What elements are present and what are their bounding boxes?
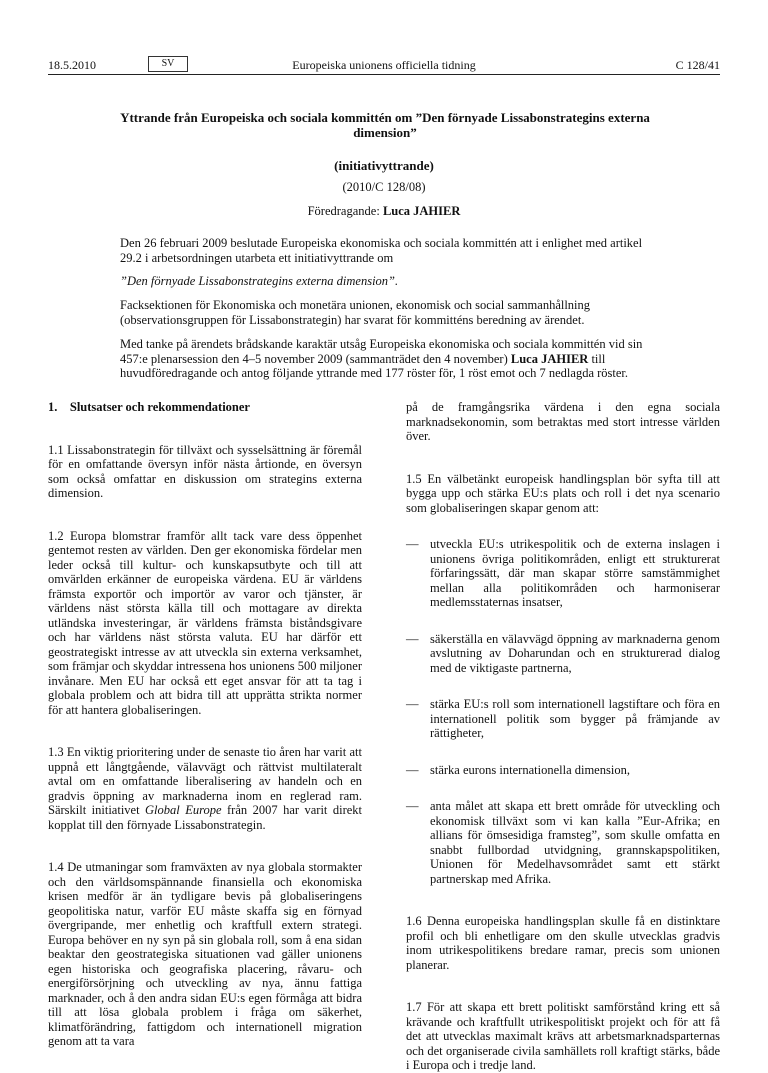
section-title: Slutsatser och rekommendationer: [69, 400, 250, 414]
page-header: [48, 56, 720, 74]
list-item: [406, 763, 720, 778]
intro-paragraph-1: Den 26 februari 2009 beslutade Europeiska ekonomiska och sociala kommittén att i enlighet med artikel 29.2 i arbetsordningen utarbeta ett initiativyttrande om: [120, 236, 643, 265]
intro-topic: ”Den förnyade Lissabonstrategins externa dimension”.: [120, 274, 399, 288]
list-item: [406, 799, 720, 886]
list-item: [406, 697, 720, 741]
paragraph-1-3-emphasis: Global Europe: [145, 803, 222, 817]
list-item-text: stärka EU:s roll som internationell lagstiftare och föra en internationell politik som bygger på främjande av rättigheter,: [430, 697, 720, 740]
paragraph-1-4-continuation: på de framgångsrika värdena i den egna sociala marknadsekonomin, som betraktas med stort intresse världen över.: [406, 400, 720, 443]
right-column: [406, 400, 720, 1073]
rapporteur-label: Föredragande:: [307, 204, 383, 218]
paragraph-1-3-end: från 2007 har varit direkt kopplat till den förnyade Lissabonstrategin.: [48, 803, 363, 832]
paragraph-1-4: 1.4 De utmaningar som framväxten av nya globala stormakter och den världsomspännande finansiella och ekonomiska krisen medför är än tydligare bevis på globaliseringens geopolitiska natur, varför EU måste skaffa sig en förnyad övergripande, mer enhetlig och kraftfull extern strategi. Europa behöver en ny syn på sin globala roll, som å ena sidan beaktar den geostrategiska situationen vad gäller unionens egen historiska och geografiska placering, råvaru- och energiförsörjning och utveckling av nya, ännu fattiga marknader, och å den andra sidan EU:s egen förmåga att bidra till att lösa globala problem i fråga om säkerhet, klimatförändring, fattigdom och internationell migration genom att ta vara: [48, 860, 362, 1048]
rapporteur-line: [0, 204, 768, 219]
rapporteur-name: Luca JAHIER: [382, 204, 461, 218]
language-badge: SV: [148, 56, 188, 72]
section-heading: [48, 400, 362, 415]
section-number: 1.: [48, 400, 58, 414]
dash-marker: —: [406, 762, 419, 777]
intro-p4-end: till huvudföredragande och antog följande yttrande med 177 röster för, 1 röst emot och 7 nedlagda röster.: [120, 351, 629, 380]
dash-marker: —: [406, 537, 419, 551]
page-reference: C 128/41: [675, 58, 720, 72]
document-reference: (2010/C 128/08): [342, 180, 426, 194]
header-rule: [48, 74, 720, 75]
paragraph-1-6: 1.6 Denna europeiska handlingsplan skulle få en distinktare profil och bli enhetligare om den skulle utvecklas gradvis inom utrikespolitikens bredare ramar, precis som unionen planerar.: [406, 914, 720, 972]
list-item-text: säkerställa en välavvägd öppning av marknaderna genom avslutning av Doharundan och en strukturerad dialog med de viktigaste partnerna,: [430, 631, 720, 675]
intro-p4-name: Luca JAHIER: [510, 351, 589, 366]
journal-title: Europeiska unionens officiella tidning: [292, 58, 476, 72]
dash-marker: —: [406, 697, 419, 711]
list-item: [406, 537, 720, 610]
dash-marker: —: [406, 631, 419, 646]
dash-marker: —: [406, 799, 419, 813]
intro-paragraph-2: [120, 274, 660, 289]
paragraph-1-3: [48, 745, 362, 832]
intro-p4-start: Med tanke på ärendets brådskande karaktär utsåg Europeiska ekonomiska och sociala kommittén vid sin 457:e plenarsession den 4–5 november 2009 (sammanträdet den 4 november): [120, 337, 643, 366]
paragraph-1-2: 1.2 Europa blomstrar framför allt tack vare dess öppenhet gentemot resten av världen. Den ger ekonomiska fördelar men leder också till kultur- och kunskapsutbyte och till att omvärlden erkänner de europeiska värdena. EU är världens främsta exportör och importör av varor och tjänster, är världens näst största källa till och mottagare av direkta utländska investeringar, är världens främsta biståndsgivare och har världens näst största valuta. EU har därför ett geostrategiskt intresse av att utveckla sin externa verksamhet, som främjar och skyddar intressena hos unionens 500 miljoner invånare. Men EU har också ett eget ansvar för att ta tag i globala problem och att bidra till att upprätta strikta normer för att hantera globaliseringen.: [48, 528, 362, 717]
list-item-text: stärka eurons internationella dimension,: [430, 762, 630, 777]
left-column: [48, 400, 362, 1049]
document-title: Yttrande från Europeiska och sociala kommittén om ”Den förnyade Lissabonstrategins externa dimension”: [120, 110, 650, 140]
list-item-text: anta målet att skapa ett brett område för utveckling och ekonomisk tillväxt som vi kan kalla ”Eur-Afrika; en allians för ömsesidiga framsteg”, som skulle omfatta en snabbt fullbordad utvidgning, grannskapspolitiken, Unionen för Medelhavsområdet samt ett stärkt partnerskap med Afrika.: [430, 799, 720, 886]
document-subtitle: (initiativyttrande): [334, 158, 434, 173]
header-date: 18.5.2010: [48, 58, 96, 72]
list-item-text: utveckla EU:s utrikespolitik och de externa inslagen i unionens övriga politikområden, enligt ett strukturerat förfaringssätt, där man skapar större samstämmighet mellan alla politikområden och harmoniserar medlemsstaternas insatser,: [430, 537, 720, 609]
list-item: [406, 632, 720, 676]
paragraph-1-1: 1.1 Lissabonstrategin för tillväxt och sysselsättning är föremål för en omfattande översyn inför nästa årtionde, en översyn som också omfattar en diskussion om strategins externa dimension.: [48, 442, 362, 500]
paragraph-1-7: 1.7 För att skapa ett brett politiskt samförstånd kring ett så krävande och kraftfullt utrikespolitiskt projekt och för att få det att utvecklas maximalt krävs att arbetsmarknadsparternas och det organiserade civila samhällets roll kraftigt stärks, både i Europa och i tredje land.: [406, 1000, 720, 1072]
paragraph-1-5: 1.5 En välbetänkt europeisk handlingsplan bör syfta till att bygga upp och stärka EU:s plats och roll i det nya scenario som globaliseringen skapar genom att:: [406, 471, 720, 515]
paragraph-1-3-start: 1.3 En viktig prioritering under de senaste tio åren har varit att uppnå ett långtgående, välavvägt och rättvist multilateralt avtal om en omfattande liberalisering av handeln och en gradvis öppning av marknaderna inom en reglerad ram. Särskilt initiativet: [48, 745, 362, 817]
intro-paragraph-3: Facksektionen för Ekonomiska och monetära unionen, ekonomisk och social sammanhållning (observationsgruppen för Lissabonstrategin) har svarat för kommitténs beredning av ärendet.: [120, 298, 591, 327]
intro-paragraph-4: [120, 337, 660, 381]
